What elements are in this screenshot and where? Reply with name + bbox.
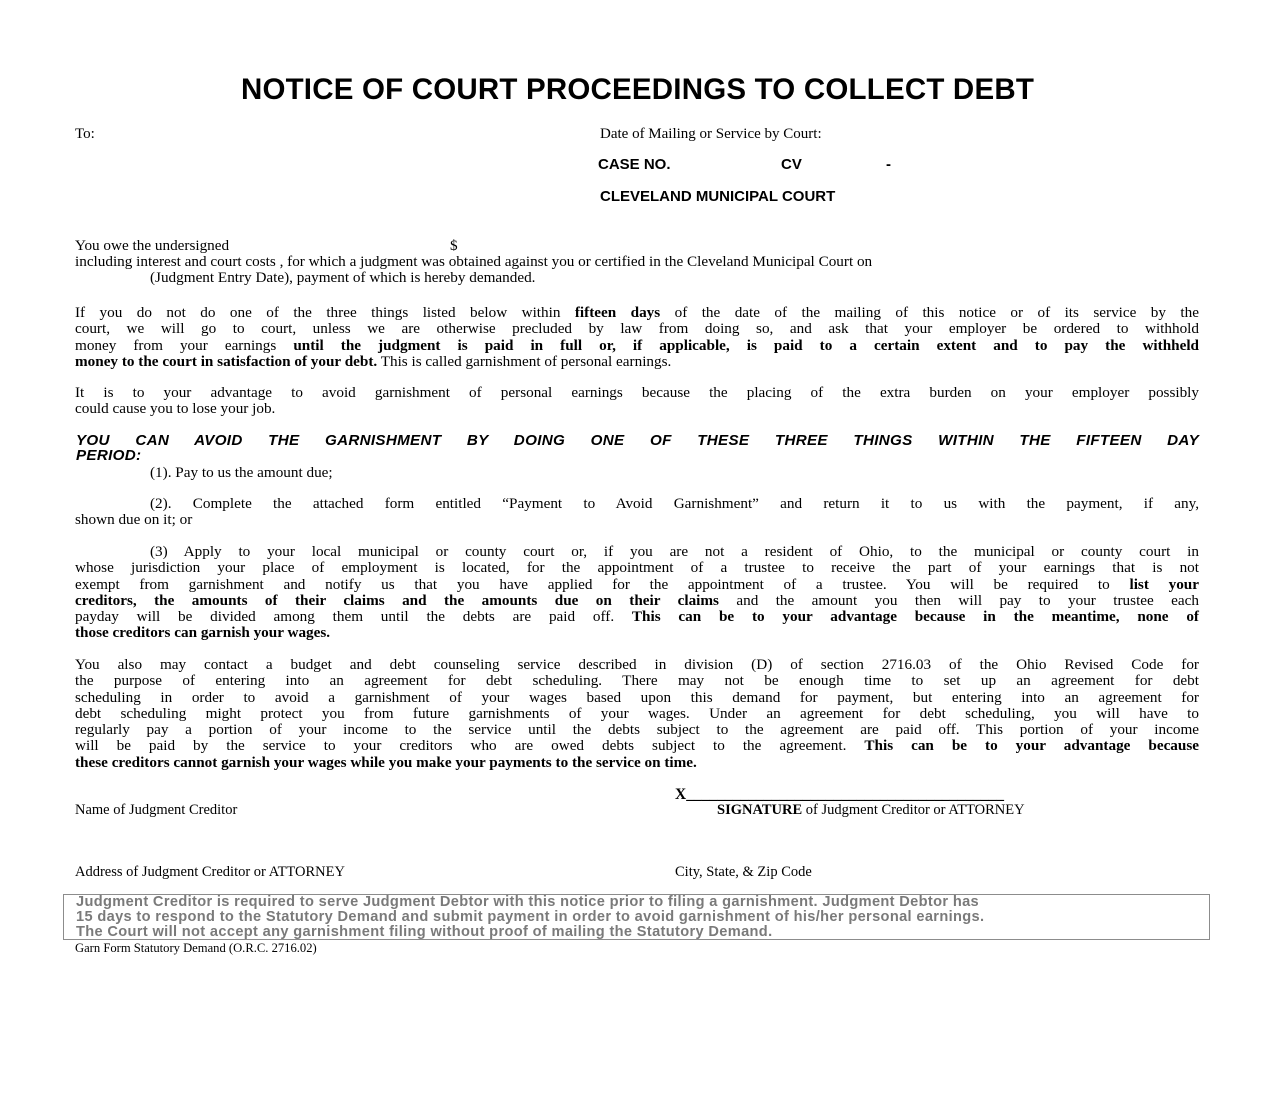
notice-box-text: Judgment Creditor is required to serve Judgment Debtor with this notice prior to filing a garnishment. Judgment Debtor has 15 days to respond to the Statutory Demand and submit payment in order to avoid garnishment of his/her personal earnings. The Court will not accept any garnishment filing without proof of mailing the Statutory Demand.	[76, 894, 985, 940]
option-2: (2). Complete the attached form entitled “Payment to Avoid Garnishment” and return it to us with the payment, if any, shown due on it; or	[75, 495, 1199, 529]
case-number-row	[598, 156, 891, 173]
document-title: NOTICE OF COURT PROCEEDINGS TO COLLECT DEBT	[240, 73, 1035, 106]
case-number-label: CASE NO.	[598, 156, 671, 173]
address-label: Address of Judgment Creditor or ATTORNEY	[75, 864, 345, 880]
paragraph-line: court, we will go to court, unless we are otherwise precluded by law from doing so, and ask that your employer be ordered to withhold	[75, 320, 1199, 338]
demand-paragraph	[75, 254, 1199, 287]
avoid-garnishment-heading: YOU CAN AVOID THE GARNISHMENT BY DOING ONE OF THESE THREE THINGS WITHIN THE FIFTEEN DAY PERIOD:	[76, 432, 1199, 464]
name-of-judgment-creditor-label: Name of Judgment Creditor	[75, 802, 238, 818]
date-of-mailing-label: Date of Mailing or Service by Court:	[600, 126, 822, 142]
option-3: (3) Apply to your local municipal or county court or, if you are not a resident of Ohio, to the municipal or county court in whose jurisdiction your place of employment is located, for the appointment of a trustee to receive the part of your earnings that is not exempt from garnishment and notify us that you have applied for the appointment of a trustee. You will be required to list your creditors, the amounts of their claims and the amounts due on their claims and the amount you then will pay to your trustee each payday will be divided among them until the debts are paid off. This can be to your advantage because in the meantime, none of those creditors can garnish your wages.	[75, 543, 1200, 642]
case-prefix: CV	[781, 156, 802, 173]
demand-line: including interest and court costs , for which a judgment was obtained against you or certified in the Cleveland Municipal Court on	[75, 253, 873, 270]
paragraph-line: money from your earnings until the judgment is paid in full or, if applicable, is paid to a certain extent and to pay the withheld	[75, 336, 1199, 354]
paragraph-line: could cause you to lose your job.	[75, 400, 276, 418]
to-label: To:	[75, 126, 95, 142]
signature-label: SIGNATURE of Judgment Creditor or ATTORNEY	[717, 802, 1025, 818]
paragraph-line: It is to your advantage to avoid garnishment of personal earnings because the placing of the extra burden on your employer possibly	[75, 384, 1199, 401]
city-state-zip-label: City, State, & Zip Code	[675, 864, 812, 880]
paragraph-line: money to the court in satisfaction of your debt. This is called garnishment of personal earnings.	[75, 352, 672, 370]
demand-line: (Judgment Entry Date), payment of which is hereby demanded.	[150, 269, 536, 287]
signature-line[interactable]: X_________________________________________	[675, 786, 1004, 803]
amount-dollar-sign: $	[450, 237, 458, 254]
paragraph-line: If you do not do one of the three things listed below within fifteen days of the date of the mailing of this notice or of its service by the	[75, 304, 1199, 321]
owe-prefix: You owe the undersigned	[75, 237, 230, 254]
option-1: (1). Pay to us the amount due;	[150, 464, 333, 481]
advantage-paragraph	[75, 385, 1199, 418]
counseling-paragraph: You also may contact a budget and debt counseling service described in division (D) of section 2716.03 of the Ohio Revised Code for the purpose of entering into an agreement for debt scheduling. There may not be enough time to set up an agreement for debt scheduling in order to avoid a garnishment of your wages based upon this demand for payment, but entering into an agreement for debt scheduling might protect you from future garnishments of your wages. Under an agreement for debt scheduling, you will have to regularly pay a portion of your income to the service until the debts subject to the agreement are paid off. This portion of your income will be paid by the service to your creditors who are owed debts subject to the agreement. This can be to your advantage because these creditors cannot garnish your wages while you make your payments to the service on time.	[75, 656, 1199, 771]
case-separator: -	[886, 156, 891, 173]
form-identifier: Garn Form Statutory Demand (O.R.C. 2716.02)	[75, 941, 317, 955]
court-name: CLEVELAND MUNICIPAL COURT	[600, 188, 836, 205]
fifteen-days-paragraph	[75, 305, 1199, 370]
